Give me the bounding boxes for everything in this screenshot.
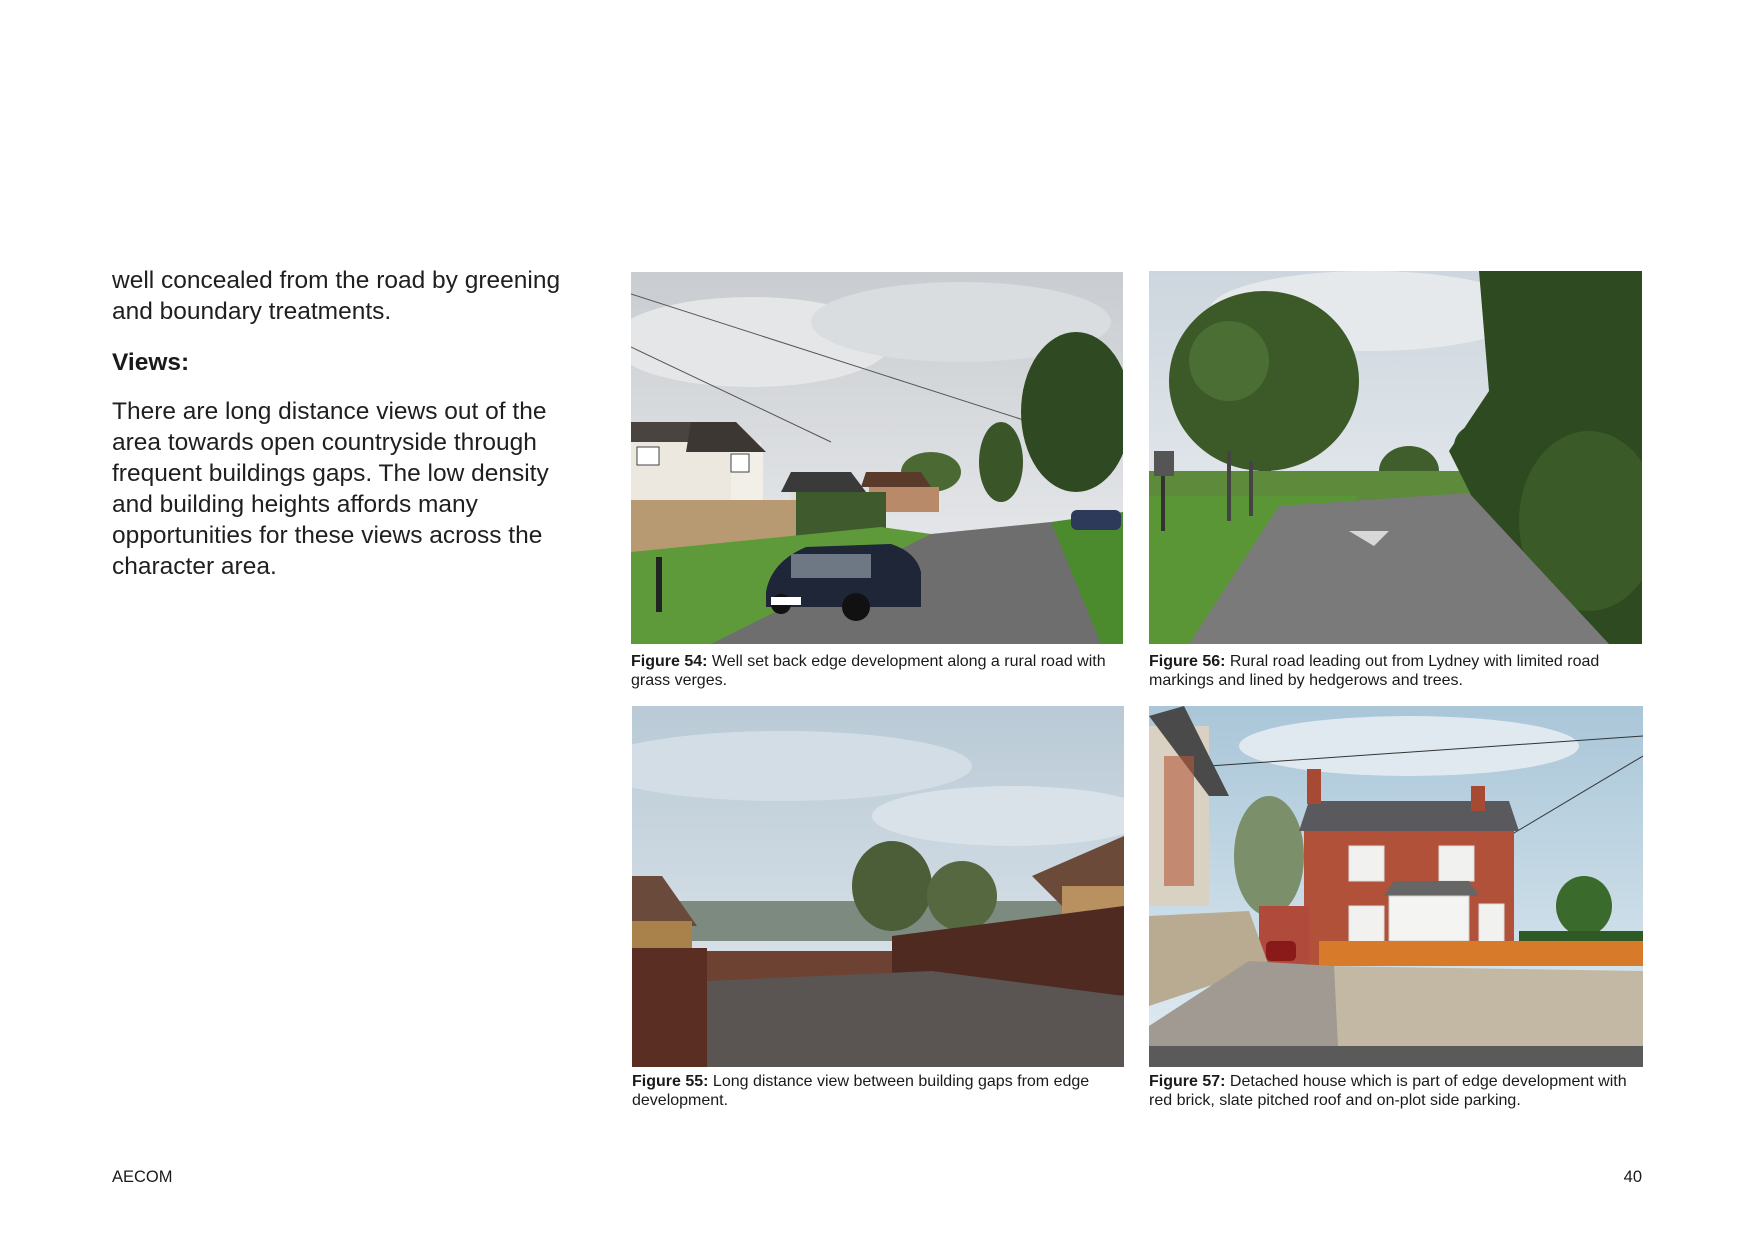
left-text-column: [112, 265, 592, 582]
figure-56-text: Rural road leading out from Lydney with limited road markings and lined by hedgerows and trees.: [1149, 653, 1600, 689]
figure-57-caption: [1149, 1072, 1643, 1110]
figure-56-label: Figure 56:: [1149, 653, 1226, 670]
figure-57-text: Detached house which is part of edge development with red brick, slate pitched roof and on-plot side parking.: [1149, 1073, 1627, 1109]
figure-54-text: Well set back edge development along a rural road with grass verges.: [631, 653, 1106, 689]
figure-55-caption: [632, 1072, 1127, 1110]
views-paragraph: There are long distance views out of the area towards open countryside through frequent buildings gaps. The low density and building heights affords many opportunities for these views across the character area.: [112, 398, 549, 580]
figure-54-caption: [631, 652, 1123, 690]
figure-54-label: Figure 54:: [631, 653, 708, 670]
figure-55-label: Figure 55:: [632, 1073, 709, 1090]
figure-54-photo: [631, 272, 1123, 644]
footer-brand: AECOM: [112, 1168, 173, 1186]
figure-57-photo: [1149, 706, 1643, 1067]
views-heading: Views:: [112, 349, 190, 376]
figure-55-photo: [632, 706, 1124, 1067]
continued-paragraph: well concealed from the road by greening and boundary treatments.: [112, 267, 561, 325]
figure-55-text: Long distance view between building gaps from edge development.: [632, 1073, 1090, 1109]
figure-57-label: Figure 57:: [1149, 1073, 1226, 1090]
page-number: 40: [1623, 1168, 1642, 1186]
figure-56-caption: [1149, 652, 1642, 690]
figure-56-photo: [1149, 271, 1642, 644]
